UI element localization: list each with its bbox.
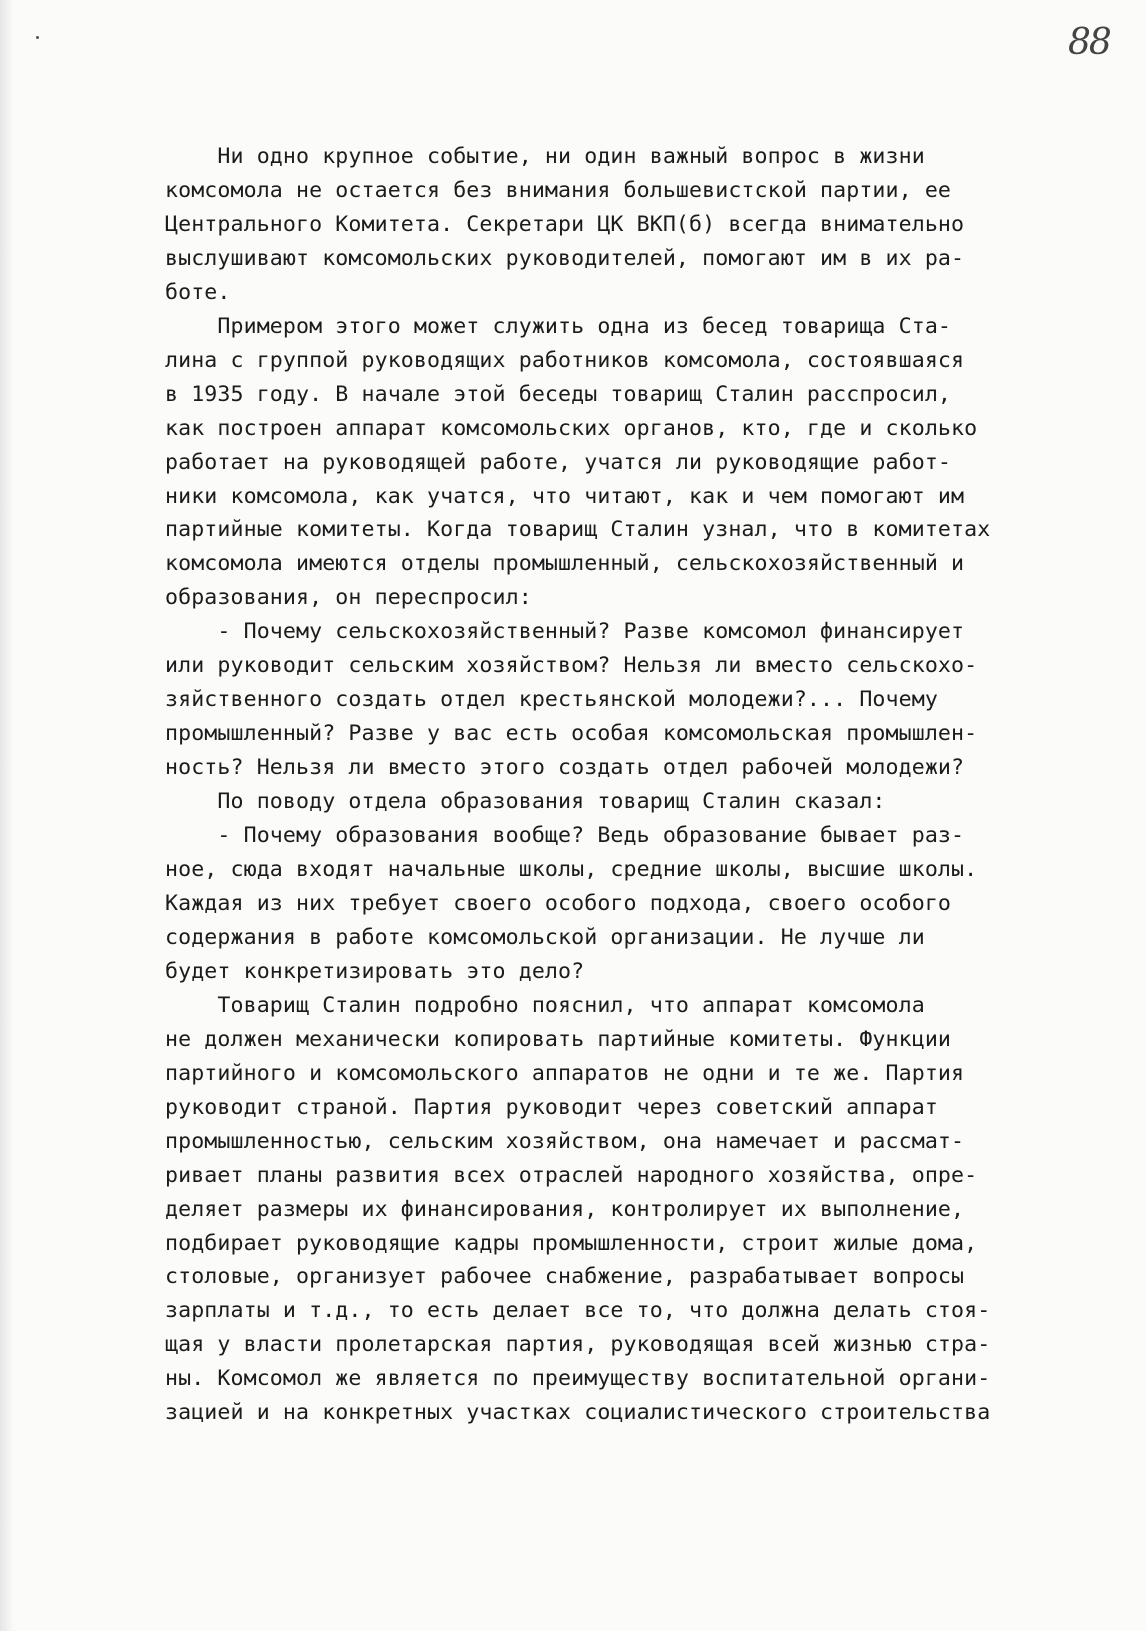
text-line: зацией и на конкретных участках социалистического строительства	[165, 1400, 991, 1426]
typewritten-text-body	[165, 140, 1137, 1430]
text-line: промышленный? Разве у вас есть особая комсомольская промышлен-	[165, 721, 978, 747]
text-line: По поводу отдела образования товарищ Сталин сказал:	[165, 789, 886, 815]
text-line: Товарищ Сталин подробно пояснил, что аппарат комсомола	[165, 992, 925, 1018]
text-line: ривает планы развития всех отраслей народного хозяйства, опре-	[165, 1162, 978, 1188]
text-line: боте.	[165, 279, 231, 305]
text-line: не должен механически копировать партийные комитеты. Функции	[165, 1026, 952, 1052]
text-line: подбирает руководящие кадры промышленности, строит жилые дома,	[165, 1230, 978, 1256]
text-line: промышленностью, сельским хозяйством, она намечает и рассмат-	[165, 1128, 965, 1154]
text-line: деляет размеры их финансирования, контролирует их выполнение,	[165, 1196, 965, 1222]
text-line: комсомола не остается без внимания большевистской партии, ее	[165, 177, 952, 203]
text-line: щая у власти пролетарская партия, руководящая всей жизнью стра-	[165, 1332, 991, 1358]
text-line: комсомола имеются отделы промышленный, сельскохозяйственный и	[165, 551, 965, 577]
text-line: - Почему сельскохозяйственный? Разве комсомол финансирует	[165, 619, 965, 645]
text-line: в 1935 году. В начале этой беседы товарищ Сталин расспросил,	[165, 381, 952, 407]
text-line: Примером этого может служить одна из бесед товарища Ста-	[165, 313, 952, 339]
text-line: руководит страной. Партия руководит через советский аппарат	[165, 1094, 938, 1120]
text-line: партийные комитеты. Когда товарищ Сталин узнал, что в комитетах	[165, 517, 991, 543]
text-line: будет конкретизировать это дело?	[165, 958, 585, 984]
handwritten-page-number: 88	[1068, 22, 1110, 63]
text-line: партийного и комсомольского аппаратов не одни и те же. Партия	[165, 1060, 965, 1086]
text-line: лина с группой руководящих работников комсомола, состоявшаяся	[165, 347, 965, 373]
page-edge-shadow	[0, 0, 14, 1631]
text-line: Центрального Комитета. Секретари ЦК ВКП(б) всегда внимательно	[165, 211, 965, 237]
text-line: работает на руководящей работе, учатся ли руководящие работ-	[165, 449, 952, 475]
text-line: ное, сюда входят начальные школы, средние школы, высшие школы.	[165, 857, 978, 883]
paper-speck	[36, 36, 39, 39]
text-line: зяйственного создать отдел крестьянской молодежи?... Почему	[165, 687, 938, 713]
text-line: столовые, организует рабочее снабжение, разрабатывает вопросы	[165, 1264, 965, 1290]
text-line: ники комсомола, как учатся, что читают, как и чем помогают им	[165, 483, 965, 509]
text-line: ность? Нельзя ли вместо этого создать отдел рабочей молодежи?	[165, 755, 965, 781]
text-line: - Почему образования вообще? Ведь образование бывает раз-	[165, 823, 965, 849]
text-line: как построен аппарат комсомольских органов, кто, где и сколько	[165, 415, 978, 441]
text-line: содержания в работе комсомольской организации. Не лучше ли	[165, 924, 925, 950]
text-line: зарплаты и т.д., то есть делает все то, что должна делать стоя-	[165, 1298, 991, 1324]
text-line: Каждая из них требует своего особого подхода, своего особого	[165, 890, 952, 916]
text-line: Ни одно крупное событие, ни один важный вопрос в жизни	[165, 144, 925, 169]
text-line: образования, он переспросил:	[165, 585, 532, 611]
text-line: или руководит сельским хозяйством? Нельзя ли вместо сельскохо-	[165, 653, 978, 679]
text-line: ны. Комсомол же является по преимуществу воспитательной органи-	[165, 1366, 991, 1392]
text-line: выслушивают комсомольских руководителей, помогают им в их ра-	[165, 245, 965, 271]
